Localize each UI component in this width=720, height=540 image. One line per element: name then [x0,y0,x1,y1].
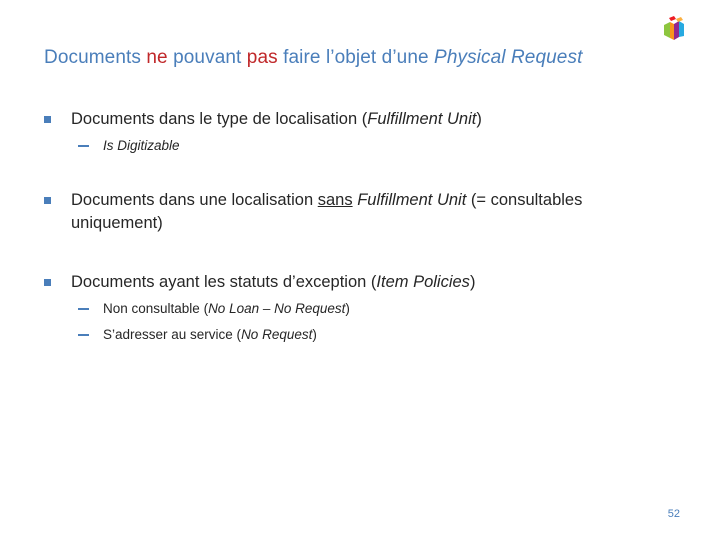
sub-bullet-italic: No Request [241,327,313,342]
title-part-2: pouvant [167,47,247,68]
sub-bullet-text [103,136,180,156]
sub-bullet-post: ) [345,301,350,316]
title-part-3: faire l’objet d’une [277,47,435,68]
bullet-text [71,189,671,235]
bullet-text-italic: Fulfillment Unit [367,110,477,128]
square-bullet-icon [44,279,51,286]
dash-bullet-icon [78,334,89,336]
dash-bullet-icon [78,308,89,310]
sub-bullet-text [103,325,317,345]
bullet-text [71,271,671,294]
sub-bullet-pre: S’adresser au service ( [103,327,242,342]
bullet-text-pre: Documents dans une localisation [71,191,318,209]
sub-bullet-italic: Is Digitizable [103,138,180,153]
bullet-text [71,108,671,131]
bullet-text-post: ) [469,273,476,291]
title-italic: Physical Request [434,47,583,68]
title-part-1: Documents [44,47,147,68]
square-bullet-icon [44,197,51,204]
bullet-text-italic: Fulfillment Unit [357,191,467,209]
title-highlight-pas: pas [246,47,278,68]
multicolor-cube-logo [662,16,686,42]
sub-bullet-post: ) [312,327,317,342]
title-highlight-ne: ne [146,47,168,68]
bullet-text-post: ) [476,110,482,128]
dash-bullet-icon [78,145,89,147]
bullet-text-pre: Documents dans le type de localisation ( [71,110,368,128]
sub-bullet-pre: Non consultable ( [103,301,209,316]
sub-bullet-text [103,299,350,319]
sub-bullet-italic: No Loan – No Request [208,301,346,316]
bullet-text-underline: sans [317,191,353,209]
bullet-text-post: (= consultables uniquement) [71,191,583,232]
bullet-text-italic: Item Policies [376,273,470,291]
bullet-text-pre: Documents ayant les statuts d’exception ( [71,273,377,291]
slide-title [44,47,582,69]
square-bullet-icon [44,116,51,123]
page-number: 52 [667,508,680,520]
